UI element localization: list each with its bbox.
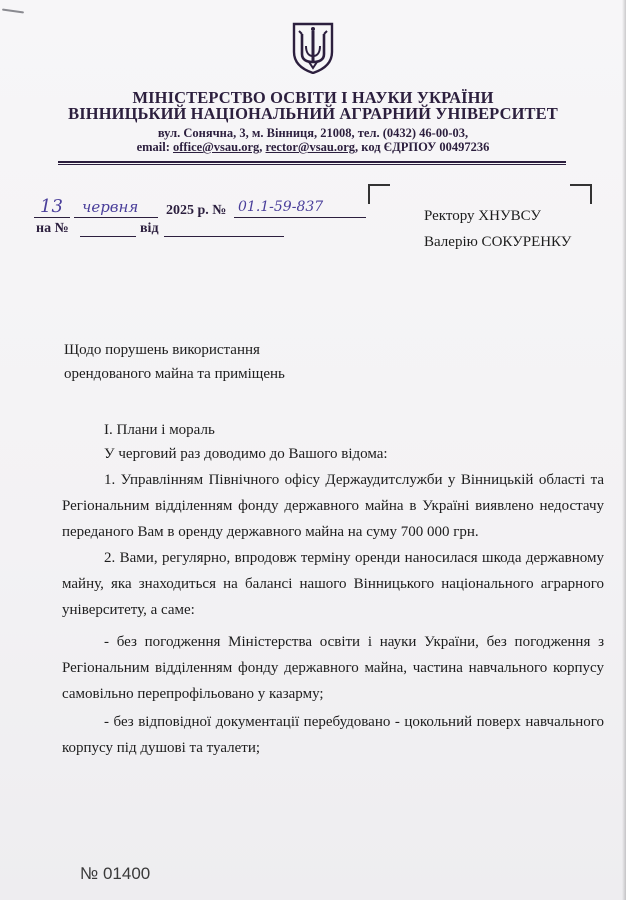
subject-line-1: Щодо порушень використання (64, 342, 260, 358)
handwritten-day: 13 (40, 196, 63, 217)
paragraph-2-line-2: майну, яка знаходиться на балансі нашого Вінницького національного аграрного (62, 576, 604, 592)
trident-emblem-icon (291, 22, 335, 74)
addressee-name: Валерію СОКУРЕНКУ (424, 234, 572, 250)
subject-line-2: орендованого майна та приміщень (64, 366, 285, 382)
bullet-1-line-3: самовільно перепрофільовано у казарму; (62, 686, 324, 702)
bullet-1-line-1: - без погодження Міністерства освіти і науки України, без погодження з (104, 634, 604, 650)
paragraph-2-line-3: університету, а саме: (62, 602, 195, 618)
university-title: ВІННИЦЬКИЙ НАЦІОНАЛЬНИЙ АГРАРНИЙ УНІВЕРСИТЕТ (68, 104, 558, 123)
bullet-2-line-1: - без відповідної документації перебудовано - цокольний поверх навчального (104, 714, 604, 730)
letterhead-divider (58, 161, 566, 163)
bullet-2-line-2: корпусу під душові та туалети; (62, 740, 261, 756)
ministry-title: МІНІСТЕРСТВО ОСВІТИ І НАУКИ УКРАЇНИ (132, 88, 494, 107)
reply-number-underline (80, 236, 136, 237)
email-rector-link[interactable]: rector@vsau.org (265, 140, 356, 154)
intro-line: У черговий раз доводимо до Вашого відома: (104, 446, 388, 462)
paragraph-1-line-3: переданого Вам в оренду державного майна на суму 700 000 грн. (62, 524, 479, 540)
address-corner-left (368, 184, 390, 204)
reply-to-label: на № (36, 221, 69, 236)
reply-date-underline (164, 236, 284, 237)
paragraph-1-line-2: Регіональним відділенням фонду державного майна в Україні виявлено недостачу (62, 498, 604, 514)
day-underline (34, 217, 70, 218)
email-separator: , (259, 140, 263, 154)
address-corner-right (570, 184, 592, 204)
document-stamp-number: № 01400 (80, 864, 151, 883)
email-label: email: (136, 140, 170, 154)
year-number-label: 2025 р. № (166, 203, 227, 218)
handwritten-registration-number: 01.1-59-837 (238, 199, 324, 215)
addressee-title: Ректору ХНУВСУ (424, 208, 542, 224)
reply-date-label: від (140, 221, 159, 236)
contact-line (0, 140, 626, 155)
university-address: вул. Сонячна, 3, м. Вінниця, 21008, тел. (0432) 46-00-03, (157, 126, 469, 140)
paragraph-1-line-1: 1. Управлінням Північного офісу Держаудитслужби у Вінницькій області та (104, 472, 604, 488)
letterhead-divider-thin (58, 164, 566, 165)
section-heading: І. Плани і мораль (104, 422, 215, 438)
number-underline (234, 217, 366, 218)
handwritten-month: червня (82, 198, 139, 216)
email-office-link[interactable]: office@vsau.org (173, 140, 260, 154)
month-underline (74, 217, 158, 218)
bullet-1-line-2: Регіональним відділенням фонду державного майна, частина навчального корпусу (62, 660, 604, 676)
scratch-mark (2, 8, 24, 13)
paragraph-2-line-1: 2. Вами, регулярно, впродовж терміну оренди наносилася шкода державному (104, 550, 604, 566)
edrpou-code: , код ЄДРПОУ 00497236 (355, 140, 490, 154)
